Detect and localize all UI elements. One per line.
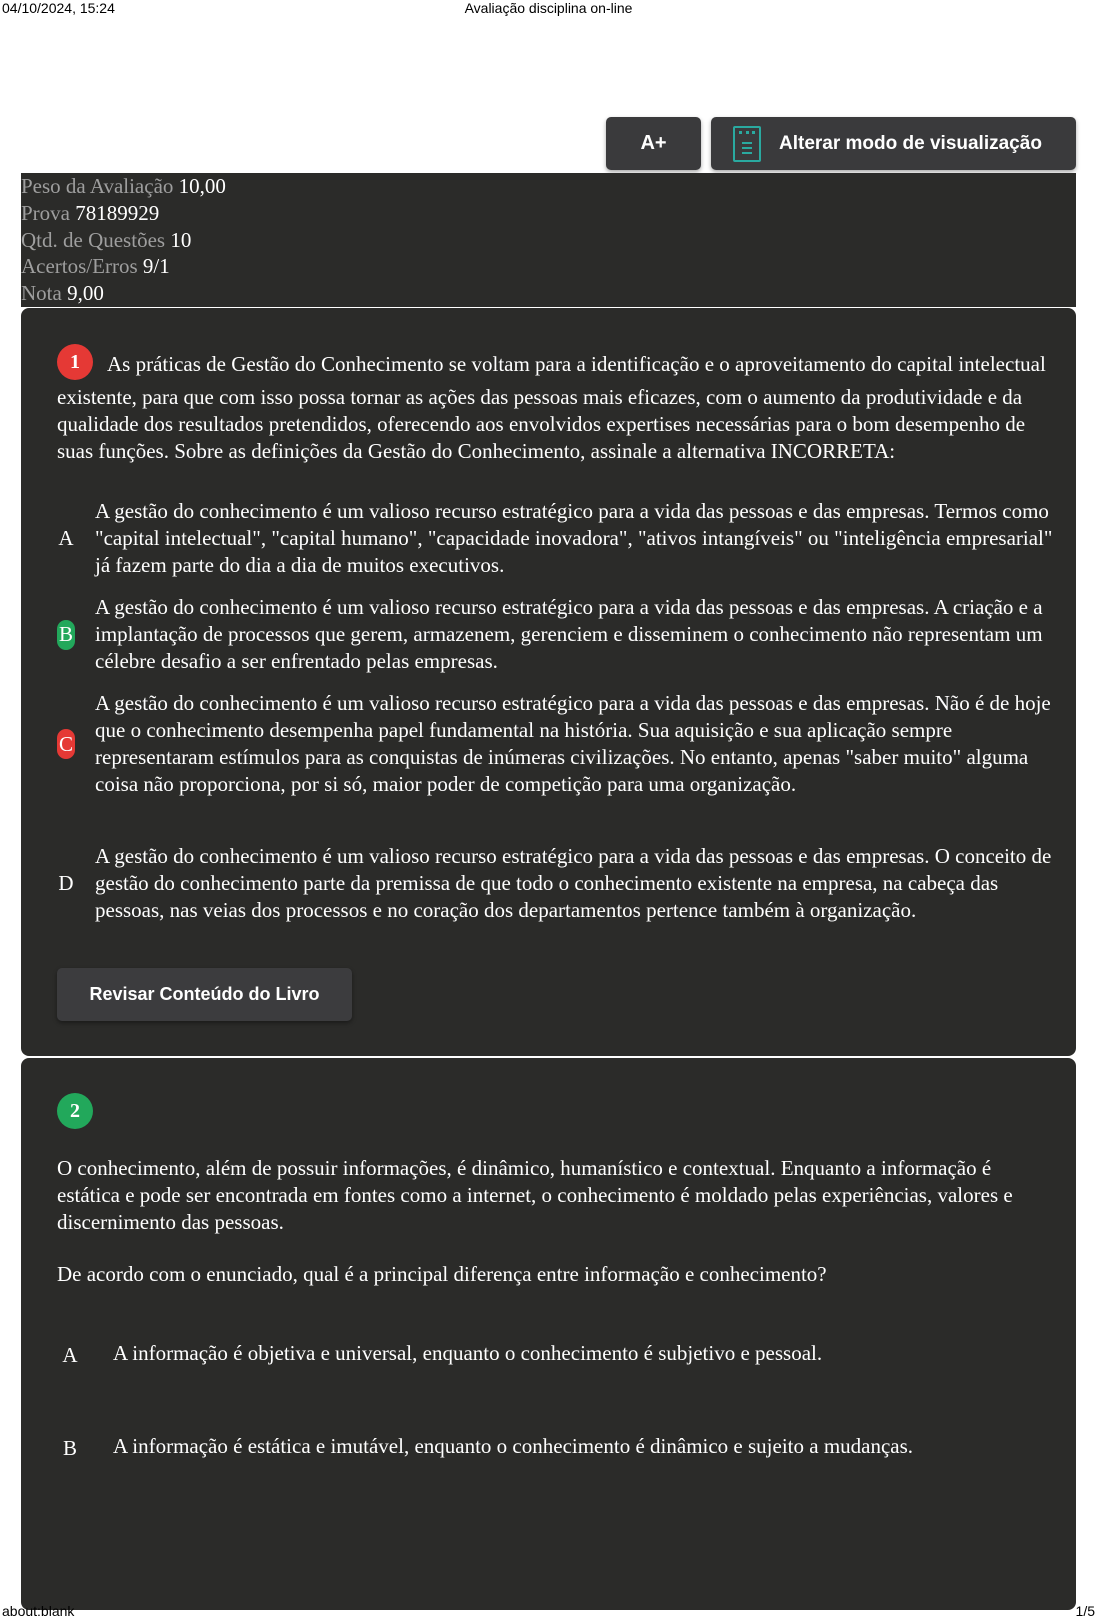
summary-score: Acertos/Erros 9/1 bbox=[21, 254, 170, 279]
question-2-option-b[interactable] bbox=[57, 1433, 1057, 1463]
exam-summary bbox=[21, 173, 1076, 307]
option-letter-correct: B bbox=[57, 620, 75, 650]
print-title: Avaliação disciplina on-line bbox=[464, 0, 633, 16]
option-letter: B bbox=[62, 1435, 77, 1460]
option-letter-selected-wrong: C bbox=[57, 729, 75, 759]
question-number-badge: 2 bbox=[57, 1093, 93, 1129]
increase-font-label: A+ bbox=[640, 132, 667, 154]
option-letter: A bbox=[62, 1342, 78, 1367]
question-1-option-b[interactable] bbox=[57, 594, 1057, 675]
option-text: A gestão do conhecimento é um valioso recurso estratégico para a vida das pessoas e das empresas. Não é de hoje que o conhecimento desempenha papel fundamental na história. Sua aquisição e sua aplicação sempre representaram estímulos para as conquistas de inúmeras civilizações. No entanto, apenas "saber muito" alguma coisa não proporciona, por si só, maior poder de competição para uma organização. bbox=[95, 691, 1051, 796]
summary-weight: Peso da Avaliação 10,00 bbox=[21, 174, 226, 198]
print-header bbox=[0, 0, 1097, 20]
question-number-badge: 1 bbox=[57, 344, 93, 380]
option-text: A gestão do conhecimento é um valioso recurso estratégico para a vida das pessoas e das empresas. O conceito de gestão do conhecimento parte da premissa de que todo o conhecimento existente na empresa, na cabeça das pessoas, nas veias dos processos e no coração dos departamentos pertence também à organização. bbox=[95, 844, 1052, 922]
question-1-statement bbox=[57, 348, 1047, 465]
option-text: A informação é objetiva e universal, enquanto o conhecimento é subjetivo e pessoal. bbox=[113, 1341, 823, 1365]
increase-font-button[interactable] bbox=[606, 117, 701, 170]
question-card-1 bbox=[21, 308, 1076, 1056]
print-url: about:blank bbox=[2, 1603, 75, 1619]
question-1-option-a[interactable] bbox=[57, 498, 1057, 579]
summary-grade: Nota 9,00 bbox=[21, 281, 104, 306]
print-footer bbox=[0, 1601, 1097, 1621]
option-text: A informação é estática e imutável, enquanto o conhecimento é dinâmico e sujeito a mudanças. bbox=[113, 1434, 914, 1458]
question-2-text: De acordo com o enunciado, qual é a principal diferença entre informação e conhecimento? bbox=[57, 1262, 827, 1286]
question-1-text: As práticas de Gestão do Conhecimento se voltam para a identificação e o aproveitamento do capital intelectual existente, para que com isso possa tornar as ações das pessoas mais eficazes, com o aumento da produtividade e da qualidade dos resultados pretendidos, oferecendo aos envolvidos expertises necessárias para o bom desempenho de suas funções. Sobre as definições da Gestão do Conhecimento, assinale a alternativa INCORRETA: bbox=[57, 351, 1046, 463]
summary-exam: Prova 78189929 bbox=[21, 200, 160, 225]
option-letter: D bbox=[58, 871, 74, 895]
change-view-mode-label: Alterar modo de visualização bbox=[779, 132, 1042, 154]
print-page-number: 1/5 bbox=[1075, 1603, 1095, 1619]
question-2-option-a[interactable] bbox=[57, 1340, 1057, 1370]
option-text: A gestão do conhecimento é um valioso recurso estratégico para a vida das pessoas e das empresas. Termos como "capital intelectual", "capital humano", "capacidade inovadora", "ativos intangíveis" ou "inteligência empresarial" já fazem parte do dia a dia de muitos executivos. bbox=[95, 499, 1053, 577]
review-book-content-label: Revisar Conteúdo do Livro bbox=[89, 984, 320, 1004]
question-1-option-c[interactable] bbox=[57, 690, 1057, 798]
option-letter: A bbox=[58, 526, 74, 550]
question-1-option-d[interactable] bbox=[57, 843, 1057, 924]
change-view-mode-button[interactable] bbox=[711, 117, 1076, 170]
review-book-content-button[interactable] bbox=[57, 968, 352, 1021]
summary-questions: Qtd. de Questões 10 bbox=[21, 227, 192, 252]
option-text: A gestão do conhecimento é um valioso recurso estratégico para a vida das pessoas e das empresas. A criação e a implantação de processos que gerem, armazenem, gerenciem e disseminem o conhecimento não representam um célebre desafio a ser enfrentado pelas empresas. bbox=[95, 595, 1043, 673]
question-card-2 bbox=[21, 1058, 1076, 1610]
document-icon bbox=[733, 126, 761, 162]
print-datetime: 04/10/2024, 15:24 bbox=[2, 0, 115, 16]
question-2-intro: O conhecimento, além de possuir informações, é dinâmico, humanístico e contextual. Enquanto a informação é estática e pode ser encontrada em fontes como a internet, o conhecimento é moldado pelas experiências, valores e discernimento das pessoas. bbox=[57, 1156, 1013, 1234]
